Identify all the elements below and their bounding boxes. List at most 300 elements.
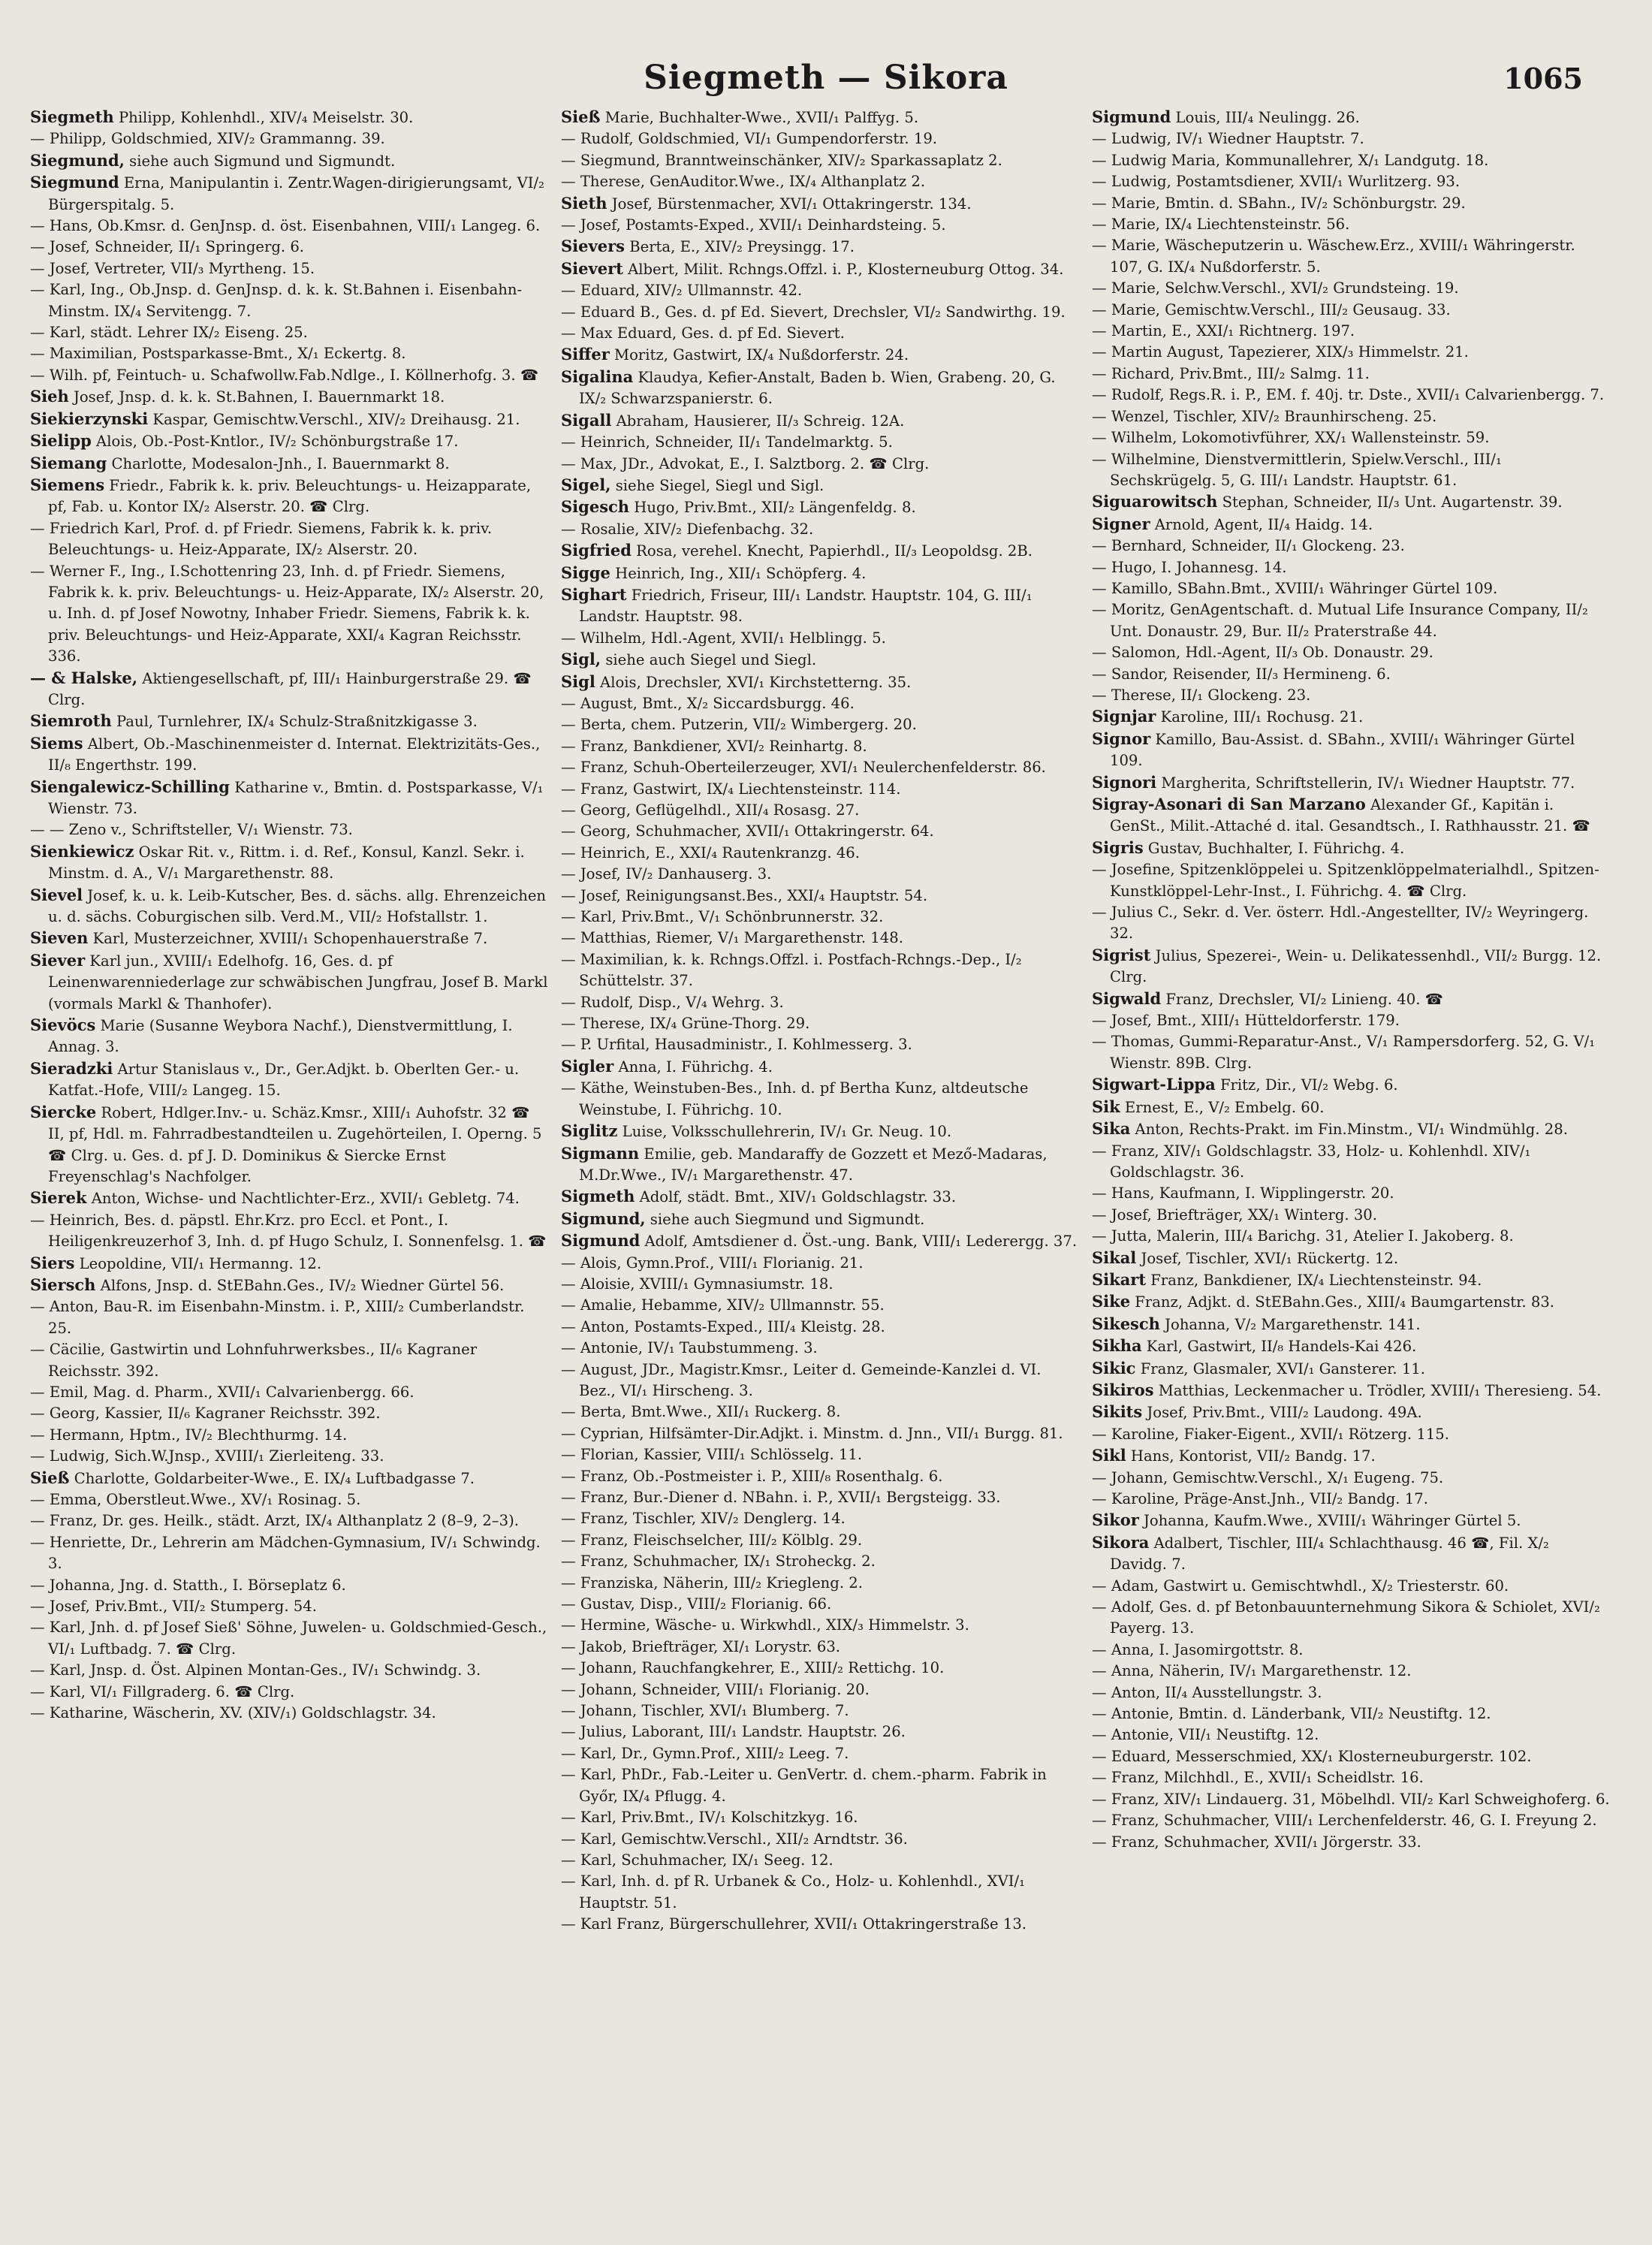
entry-details: — Franz, Milchhdl., E., XVII/₁ Scheidlstr. 16. — [1092, 1769, 1424, 1787]
entry-details: — Franz, Schuhmacher, XVII/₁ Jörgerstr. 33. — [1092, 1833, 1421, 1851]
entry-details: — Therese, IX/₄ Grüne-Thorg. 29. — [561, 1015, 810, 1033]
entry-surname: — & Halske, — [30, 668, 138, 687]
entry-details: — Kamillo, SBahn.Bmt., XVIII/₁ Währinger Gürtel 109. — [1092, 579, 1498, 597]
directory-entry — [561, 843, 1079, 864]
directory-entry — [1092, 300, 1610, 321]
entry-details: — Martin, E., XXI/₁ Richtnerg. 197. — [1092, 322, 1355, 340]
directory-entry — [561, 236, 1079, 258]
entry-details: Marie (Susanne Weybora Nachf.), Dienstvermittlung, I. Annag. 3. — [48, 1017, 513, 1056]
directory-entry — [561, 1143, 1079, 1187]
entry-details: Rosa, verehel. Knecht, Papierhdl., II/₃ Leopoldsg. 2B. — [631, 542, 1032, 560]
entry-details: Franz, Glasmaler, XVI/₁ Gansterer. 11. — [1135, 1359, 1425, 1377]
directory-entry — [30, 1703, 548, 1724]
entry-details: — Florian, Kassier, VIII/₁ Schlösselg. 11. — [561, 1446, 863, 1464]
directory-entry — [1092, 1358, 1610, 1380]
directory-entry — [1092, 1380, 1610, 1402]
entry-details: — Josef, Schneider, II/₁ Springerg. 6. — [30, 238, 305, 256]
directory-entry — [561, 1466, 1079, 1487]
directory-entry — [561, 800, 1079, 821]
directory-entry — [30, 1253, 548, 1275]
entry-surname: Sigesch — [561, 497, 630, 517]
directory-entry — [561, 693, 1079, 714]
directory-entry — [1092, 1640, 1610, 1661]
entry-details: — Hugo, I. Johannesg. 14. — [1092, 558, 1287, 576]
directory-entry — [561, 1743, 1079, 1764]
page-header — [0, 59, 1652, 104]
directory-entry — [1092, 557, 1610, 578]
entry-details: — Wilhelm, Hdl.-Agent, XVII/₁ Helblingg. 5. — [561, 629, 886, 647]
entry-details: — Marie, Selchw.Verschl., XVI/₂ Grundsteing. 19. — [1092, 279, 1459, 297]
entry-details: Moritz, Gastwirt, IX/₄ Nußdorferstr. 24. — [609, 346, 909, 364]
entry-details: — Gustav, Disp., VIII/₂ Florianig. 66. — [561, 1595, 832, 1613]
directory-entry — [30, 386, 548, 408]
directory-entry — [561, 128, 1079, 149]
entry-details: — Johann, Gemischtw.Verschl., X/₁ Eugeng. 75. — [1092, 1468, 1444, 1486]
directory-entry — [1092, 385, 1610, 406]
entry-details: Kamillo, Bau-Assist. d. SBahn., XVIII/₁ Währinger Gürtel 109. — [1110, 730, 1575, 770]
directory-entry — [1092, 1269, 1610, 1291]
directory-entry — [561, 821, 1079, 842]
entry-surname: Siers — [30, 1253, 75, 1272]
entry-details: Adolf, Amtsdiener d. Öst.-ung. Bank, VIII/₁ Lederergg. 37. — [640, 1233, 1078, 1251]
entry-details: Matthias, Leckenmacher u. Trödler, XVIII/₁ Theresieng. 54. — [1153, 1381, 1602, 1399]
entry-details: — P. Urfital, Hausadministr., I. Kohlmesserg. 3. — [561, 1036, 912, 1054]
entry-details: — Heinrich, E., XXI/₄ Rautenkranzg. 46. — [561, 843, 860, 861]
entry-surname: Sigl — [561, 671, 595, 691]
entry-details: — Berta, chem. Putzerin, VII/₂ Wimbergerg. 20. — [561, 716, 917, 734]
entry-surname: Signor — [1092, 729, 1151, 748]
directory-entry — [30, 1382, 548, 1403]
directory-entry — [1092, 1424, 1610, 1445]
entry-details: Alexander Gf., Kapitän i. GenSt., Milit.-Attaché d. ital. Gesandtsch., I. Rathhausstr. 21. ☎ — [1110, 796, 1590, 835]
entry-surname: Sikits — [1092, 1402, 1143, 1422]
entry-details: — Therese, GenAuditor.Wwe., IX/₄ Althanplatz 2. — [561, 173, 926, 191]
directory-entry — [1092, 214, 1610, 235]
entry-details: Louis, III/₄ Neulingg. 26. — [1171, 109, 1360, 126]
entry-details: — Hans, Ob.Kmsr. d. GenJnsp. d. öst. Eisenbahnen, VIII/₁ Langeg. 6. — [30, 217, 541, 235]
entry-surname: Sik — [1092, 1097, 1120, 1116]
entry-details: — Karl, städt. Lehrer IX/₂ Eiseng. 25. — [30, 324, 308, 342]
directory-entry — [1092, 859, 1610, 902]
directory-entry — [561, 1508, 1079, 1529]
directory-entry — [1092, 1767, 1610, 1788]
entry-surname: Siengalewicz-Schilling — [30, 777, 230, 796]
directory-entry — [1092, 988, 1610, 1010]
directory-entry — [1092, 1183, 1610, 1204]
directory-entry — [561, 193, 1079, 215]
entry-details: Alfons, Jnsp. d. StEBahn.Ges., IV/₂ Wiedner Gürtel 56. — [95, 1276, 505, 1294]
entry-details: — Julius, Laborant, III/₁ Landstr. Hauptstr. 26. — [561, 1723, 906, 1741]
entry-details: siehe auch Siegel und Siegl. — [601, 651, 817, 669]
directory-entry — [561, 496, 1079, 518]
directory-entry — [1092, 706, 1610, 728]
entry-details: — Franz, Dr. ges. Heilk., städt. Arzt, IX/₄ Althanplatz 2 (8–9, 2–3). — [30, 1512, 519, 1530]
entry-details: Artur Stanislaus v., Dr., Ger.Adjkt. b. Oberlten Ger.- u. Katfat.-Hofe, VIII/₂ Langeg. 15. — [48, 1060, 520, 1100]
entry-details: Albert, Ob.-Maschinenmeister d. Internat. Elektrizitäts-Ges., II/₈ Engerthstr. 199. — [48, 735, 541, 774]
entry-surname: Sikal — [1092, 1248, 1137, 1267]
directory-entry — [561, 323, 1079, 344]
entry-surname: Sikic — [1092, 1358, 1136, 1377]
entry-details: — Sandor, Reisender, II/₃ Hermineng. 6. — [1092, 665, 1391, 683]
directory-entry — [1092, 1510, 1610, 1531]
entry-details: — Franz, Schuhmacher, IX/₁ Stroheckg. 2. — [561, 1552, 876, 1571]
directory-entry — [1092, 664, 1610, 685]
directory-entry — [561, 1444, 1079, 1465]
directory-entry — [30, 1575, 548, 1596]
entry-surname: Sigris — [1092, 837, 1144, 857]
entry-surname: Sigalina — [561, 367, 634, 386]
entry-details: Franz, Drechsler, VI/₂ Linieng. 40. ☎ — [1161, 990, 1444, 1008]
entry-surname: Sigwald — [1092, 988, 1162, 1008]
directory-entry — [561, 1274, 1079, 1295]
entry-details: — Wenzel, Tischler, XIV/₂ Braunhirscheng. 25. — [1092, 407, 1437, 425]
entry-details: — Adolf, Ges. d. pf Betonbauunternehmung Sikora & Schiolet, XVI/₂ Payerg. 13. — [1092, 1598, 1600, 1637]
directory-entry — [1092, 837, 1610, 859]
directory-entry — [561, 1338, 1079, 1359]
entry-details: — Thomas, Gummi-Reparatur-Anst., V/₁ Rampersdorferg. 52, G. V/₁ Wienstr. 89B. Clrg. — [1092, 1033, 1596, 1072]
directory-entry — [30, 343, 548, 364]
entry-surname: Sigmund, — [561, 1208, 646, 1228]
column-1 — [30, 107, 548, 2217]
entry-details: — Ludwig Maria, Kommunallehrer, X/₁ Landgutg. 18. — [1092, 151, 1489, 169]
directory-entry — [30, 1210, 548, 1253]
directory-entry — [561, 1230, 1079, 1252]
directory-entry — [561, 258, 1079, 280]
entry-details: Abraham, Hausierer, II/₃ Schreig. 12A. — [611, 412, 905, 430]
entry-surname: Siegmund — [30, 173, 119, 192]
directory-entry — [1092, 1205, 1610, 1226]
entry-details: — Maximilian, k. k. Rchngs.Offzl. i. Postfach-Rchngs.-Dep., I/₂ Schüttelstr. 37. — [561, 950, 1022, 990]
entry-details: Alois, Drechsler, XVI/₁ Kirchstetterng. 35. — [595, 673, 912, 691]
directory-entry — [1092, 128, 1610, 149]
entry-surname: Sigler — [561, 1056, 614, 1076]
directory-entry — [1092, 794, 1610, 837]
entry-details: Friedrich, Friseur, III/₁ Landstr. Hauptstr. 104, G. III/₁ Landstr. Hauptstr. 98. — [579, 586, 1032, 626]
directory-entry — [561, 992, 1079, 1013]
entry-details: — Ludwig, IV/₁ Wiedner Hauptstr. 7. — [1092, 130, 1364, 148]
directory-entry — [30, 475, 548, 518]
entry-details: — Cäcilie, Gastwirtin und Lohnfuhrwerksbes., II/₆ Kagraner Reichsstr. 392. — [30, 1341, 478, 1380]
entry-details: — Karl, Priv.Bmt., IV/₁ Kolschitzkyg. 16. — [561, 1809, 858, 1827]
directory-entry — [1092, 1597, 1610, 1640]
directory-entry — [1092, 364, 1610, 385]
directory-entry — [1092, 772, 1610, 794]
entry-surname: Sigfried — [561, 541, 632, 560]
entry-details: Karl, Musterzeichner, XVIII/₁ Schopenhauerstraße 7. — [88, 930, 488, 948]
entry-details: — Adam, Gastwirt u. Gemischtwhdl., X/₂ Triesterstr. 60. — [1092, 1577, 1509, 1595]
directory-entry — [561, 1317, 1079, 1338]
directory-entry — [30, 150, 548, 172]
entry-surname: Sigwart-Lippa — [1092, 1075, 1216, 1094]
entry-details: — Franz, Tischler, XIV/₂ Denglerg. 14. — [561, 1510, 846, 1528]
directory-entry — [1092, 171, 1610, 192]
entry-details: — Johann, Tischler, XVI/₁ Blumberg. 7. — [561, 1702, 849, 1720]
entry-details: — Franz, Bankdiener, XVI/₂ Reinhartg. 8. — [561, 737, 867, 755]
directory-entry — [30, 365, 548, 386]
entry-details: Anna, I. Führichg. 4. — [613, 1058, 773, 1076]
entry-details: — Siegmund, Branntweinschänker, XIV/₂ Sparkassaplatz 2. — [561, 151, 1002, 169]
entry-details: — Antonie, Bmtin. d. Länderbank, VII/₂ Neustiftg. 12. — [1092, 1705, 1491, 1723]
entry-details: — Marie, IX/₄ Liechtensteinstr. 56. — [1092, 216, 1350, 234]
entry-details: Josef, k. u. k. Leib-Kutscher, Bes. d. sächs. allg. Ehrenzeichen u. d. sächs. Coburgischen silb. Verd.M., VII/₂ Hofstallstr. 1. — [48, 886, 547, 926]
directory-entry — [30, 950, 548, 1015]
entry-details: — Karl, Dr., Gymn.Prof., XIII/₂ Leeg. 7. — [561, 1744, 849, 1762]
directory-entry — [1092, 1291, 1610, 1313]
directory-entry — [561, 1679, 1079, 1700]
directory-entry — [561, 302, 1079, 323]
directory-entry — [1092, 578, 1610, 599]
entry-details: Anton, Wichse- und Nachtlichter-Erz., XVII/₁ Gebletg. 74. — [86, 1190, 520, 1208]
directory-entry — [30, 1102, 548, 1188]
entry-details: Karl jun., XVIII/₁ Edelhofg. 16, Ges. d. pf Leinenwarenniederlage zur schwäbischen Jungfrau, Josef B. Markl (vormals Markl & Thanhofer). — [48, 952, 548, 1012]
directory-entry — [30, 430, 548, 452]
entry-details: — Eduard, Messerschmied, XX/₁ Klosterneuburgerstr. 102. — [1092, 1747, 1532, 1765]
directory-entry — [1092, 1489, 1610, 1510]
directory-entry — [1092, 1532, 1610, 1576]
entry-surname: Sievert — [561, 258, 623, 278]
entry-details: — Anton, Postamts-Exped., III/₄ Kleistg. 28. — [561, 1317, 885, 1335]
entry-surname: Siercke — [30, 1102, 97, 1121]
entry-details: — Karl, VI/₁ Fillgraderg. 6. ☎ Clrg. — [30, 1682, 295, 1700]
directory-entry — [1092, 235, 1610, 278]
directory-entry — [561, 886, 1079, 907]
entry-surname: Siemroth — [30, 711, 112, 731]
directory-entry — [30, 1617, 548, 1660]
entry-details: Paul, Turnlehrer, IX/₄ Schulz-Straßnitzkigasse 3. — [111, 713, 478, 731]
directory-entry — [30, 172, 548, 216]
entry-details: Fritz, Dir., VI/₂ Webg. 6. — [1215, 1076, 1398, 1094]
entry-details: — Käthe, Weinstuben-Bes., Inh. d. pf Bertha Kunz, altdeutsche Weinstube, I. Führichg. 10. — [561, 1079, 1029, 1118]
directory-columns — [30, 107, 1622, 2217]
directory-entry — [30, 1489, 548, 1510]
entry-details: — Josef, Briefträger, XX/₁ Winterg. 30. — [1092, 1205, 1378, 1224]
entry-details: — — Zeno v., Schriftsteller, V/₁ Wienstr. 73. — [30, 821, 353, 839]
directory-entry — [1092, 1445, 1610, 1467]
directory-entry — [30, 453, 548, 475]
directory-entry — [1092, 1010, 1610, 1031]
entry-surname: Sigmund — [561, 1231, 641, 1251]
entry-details: Karoline, III/₁ Rochusg. 21. — [1156, 708, 1364, 726]
directory-entry — [1092, 1031, 1610, 1074]
directory-entry — [561, 649, 1079, 671]
entry-details: — Wilhelm, Lokomotivführer, XX/₁ Wallensteinstr. 59. — [1092, 429, 1490, 447]
directory-entry — [1092, 1248, 1610, 1269]
directory-entry — [561, 171, 1079, 192]
directory-entry — [561, 1700, 1079, 1721]
entry-details: — Karl, Inh. d. pf R. Urbanek & Co., Holz- u. Kohlenhdl., XVI/₁ Hauptstr. 51. — [561, 1872, 1025, 1912]
directory-entry — [561, 1295, 1079, 1316]
entry-details: — Maximilian, Postsparkasse-Bmt., X/₁ Eckertg. 8. — [30, 345, 406, 363]
directory-entry — [561, 1423, 1079, 1444]
directory-entry — [1092, 1314, 1610, 1335]
entry-details: — Antonie, IV/₁ Taubstummeng. 3. — [561, 1339, 818, 1357]
entry-details: Charlotte, Goldarbeiter-Wwe., E. IX/₄ Luftbadgasse 7. — [69, 1469, 475, 1487]
entry-details: Berta, E., XIV/₂ Preysingg. 17. — [624, 238, 855, 256]
entry-details: Robert, Hdlger.Inv.- u. Schäz.Kmsr., XIII/₁ Auhofstr. 32 ☎ II, pf, Hdl. m. Fahrradbestandteilen u. Zugehörteilen, I. Operng. 5 ☎ Clrg. u. Ges. d. pf J. D. Dominikus & Siercke Ernst Freyenschlag's Nachfolger. — [48, 1103, 542, 1185]
directory-entry — [1092, 1468, 1610, 1489]
entry-surname: Siguarowitsch — [1092, 492, 1218, 511]
entry-surname: Sigmann — [561, 1143, 640, 1163]
entry-details: — Antonie, VII/₁ Neustiftg. 12. — [1092, 1726, 1319, 1744]
entry-surname: Sikha — [1092, 1336, 1142, 1356]
directory-entry — [1092, 193, 1610, 214]
entry-details: Anton, Rechts-Prakt. im Fin.Minstm., VI/₁ Windmühlg. 28. — [1130, 1121, 1568, 1139]
entry-details: Stephan, Schneider, II/₃ Unt. Augartenstr. 39. — [1217, 493, 1563, 511]
directory-entry — [561, 671, 1079, 693]
directory-entry — [561, 1871, 1079, 1914]
entry-details: — Karl, Jnsp. d. Öst. Alpinen Montan-Ges., IV/₁ Schwindg. 3. — [30, 1661, 481, 1679]
directory-entry — [561, 907, 1079, 928]
entry-surname: Siffer — [561, 345, 610, 364]
entry-details: Arnold, Agent, II/₄ Haidg. 14. — [1150, 515, 1373, 533]
entry-details: — Rudolf, Regs.R. i. P., EM. f. 40j. tr. Dste., XVII/₁ Calvarienbergg. 7. — [1092, 386, 1605, 404]
entry-surname: Sikart — [1092, 1269, 1147, 1289]
entry-details: Ernest, E., V/₂ Embelg. 60. — [1120, 1098, 1325, 1116]
entry-surname: Sienkiewicz — [30, 841, 134, 861]
entry-details: — Martin August, Tapezierer, XIX/₃ Himmelstr. 21. — [1092, 343, 1469, 361]
directory-entry — [1092, 1832, 1610, 1853]
directory-entry — [30, 711, 548, 732]
entry-details: — Hermann, Hptm., IV/₂ Blechthurmg. 14. — [30, 1426, 348, 1444]
entry-details: Josef, Tischler, XVI/₁ Rückertg. 12. — [1136, 1249, 1399, 1267]
directory-entry — [30, 928, 548, 949]
directory-entry — [561, 1829, 1079, 1850]
entry-details: Gustav, Buchhalter, I. Führichg. 4. — [1143, 839, 1405, 857]
directory-entry — [30, 258, 548, 279]
directory-entry — [1092, 945, 1610, 988]
entry-surname: Siemens — [30, 475, 105, 494]
entry-details: Philipp, Kohlenhdl., XIV/₄ Meiselstr. 30. — [113, 109, 414, 126]
entry-details: — Franz, XIV/₁ Goldschlagstr. 33, Holz- u. Kohlenhdl. XIV/₁ Goldschlagstr. 36. — [1092, 1142, 1531, 1181]
entry-details: — Wilhelmine, Dienstvermittlerin, Spielw.Verschl., III/₁ Sechskrügelg. 5, G. III/₁ Landstr. Hauptstr. 61. — [1092, 450, 1502, 489]
entry-details: — Emma, Oberstleut.Wwe., XV/₁ Rosinag. 5. — [30, 1491, 361, 1508]
entry-surname: Sievöcs — [30, 1015, 96, 1035]
entry-details: siehe auch Sigmund und Sigmundt. — [124, 152, 396, 170]
entry-details: — Johann, Schneider, VIII/₁ Florianig. 20. — [561, 1680, 870, 1698]
directory-entry — [30, 1296, 548, 1339]
entry-surname: Sieven — [30, 928, 89, 948]
directory-entry — [30, 279, 548, 322]
entry-details: Johanna, V/₂ Margarethenstr. 141. — [1159, 1315, 1421, 1333]
directory-entry — [1092, 1661, 1610, 1682]
directory-entry — [1092, 685, 1610, 706]
entry-surname: Sigge — [561, 563, 610, 582]
directory-entry — [1092, 427, 1610, 448]
entry-surname: Siglitz — [561, 1121, 618, 1141]
directory-entry — [30, 841, 548, 885]
directory-entry — [1092, 1810, 1610, 1831]
entry-details: Charlotte, Modesalon-Jnh., I. Bauernmarkt 8. — [107, 454, 450, 472]
page-title: Siegmeth — Sikora — [644, 59, 1008, 97]
entry-details: Katharine v., Bmtin. d. Postsparkasse, V/₁ Wienstr. 73. — [48, 778, 544, 817]
directory-entry — [561, 584, 1079, 628]
directory-entry — [1092, 1682, 1610, 1703]
entry-surname: Sigrist — [1092, 945, 1151, 964]
directory-entry — [1092, 642, 1610, 663]
entry-details: — Josef, Reinigungsanst.Bes., XXI/₄ Hauptstr. 54. — [561, 886, 928, 904]
entry-details: — Wilh. pf, Feintuch- u. Schafwollw.Fab.Ndlge., I. Köllnerhofg. 3. ☎ — [30, 366, 539, 384]
directory-entry — [561, 1658, 1079, 1679]
column-3 — [1092, 107, 1610, 2217]
entry-details: — Karl, Priv.Bmt., V/₁ Schönbrunnerstr. 32. — [561, 908, 884, 926]
entry-details: — Karl, Jnh. d. pf Josef Sieß' Söhne, Juwelen- u. Goldschmied-Gesch., VI/₁ Luftbadg. 7. ☎ Clrg. — [30, 1619, 547, 1658]
entry-details: — Josef, Priv.Bmt., VII/₂ Stumperg. 54. — [30, 1598, 317, 1616]
directory-entry — [561, 1573, 1079, 1594]
entry-details: — Josef, Vertreter, VII/₃ Myrtheng. 15. — [30, 259, 315, 277]
entry-details: — Karl, Gemischtw.Verschl., XII/₂ Arndtstr. 36. — [561, 1830, 908, 1848]
directory-entry — [30, 1468, 548, 1489]
entry-details: — Marie, Wäscheputzerin u. Wäschew.Erz., XVIII/₁ Währingerstr. 107, G. IX/₄ Nußdorferstr. 5. — [1092, 237, 1575, 276]
directory-entry — [561, 150, 1079, 171]
directory-entry — [1092, 1097, 1610, 1118]
entry-surname: Sigray-Asonari di San Marzano — [1092, 795, 1366, 813]
directory-entry — [30, 409, 548, 430]
entry-details: — Jakob, Briefträger, XI/₁ Lorystr. 63. — [561, 1637, 841, 1655]
entry-details: — Rudolf, Disp., V/₄ Wehrg. 3. — [561, 993, 784, 1011]
entry-details: — Karoline, Präge-Anst.Jnh., VII/₂ Bandg. 17. — [1092, 1490, 1428, 1507]
directory-entry — [561, 1121, 1079, 1142]
entry-surname: Siegmeth — [30, 107, 114, 126]
entry-details: Albert, Milit. Rchngs.Offzl. i. P., Klosterneuburg Ottog. 34. — [623, 260, 1064, 278]
directory-entry — [1092, 536, 1610, 557]
entry-surname: Sikora — [1092, 1532, 1150, 1552]
column-2 — [561, 107, 1079, 2217]
entry-details: Margherita, Schriftstellerin, IV/₁ Wiedner Hauptstr. 77. — [1156, 774, 1575, 792]
directory-entry — [1092, 1724, 1610, 1746]
directory-entry — [561, 1914, 1079, 1935]
directory-entry — [561, 1013, 1079, 1034]
directory-entry — [561, 107, 1079, 128]
entry-details: — Karl, Ing., Ob.Jnsp. d. GenJnsp. d. k. k. St.Bahnen i. Eisenbahn-Minstm. IX/₄ Servitengg. 7. — [30, 281, 523, 320]
entry-details: Josef, Jnsp. d. k. k. St.Bahnen, I. Bauernmarkt 18. — [68, 388, 445, 406]
directory-entry — [561, 367, 1079, 410]
entry-details: Franz, Bankdiener, IX/₄ Liechtensteinstr. 94. — [1146, 1271, 1482, 1289]
directory-entry — [561, 1807, 1079, 1828]
entry-details: — Heinrich, Bes. d. päpstl. Ehr.Krz. pro Eccl. et Pont., I. Heiligenkreuzerhof 3, Inh. d. pf Hugo Schulz, I. Sonnenfelsg. 1. ☎ — [30, 1211, 547, 1251]
directory-entry — [30, 668, 548, 711]
directory-entry — [1092, 599, 1610, 642]
directory-entry — [1092, 1141, 1610, 1184]
entry-details: — Franziska, Näherin, III/₂ Kriegleng. 2. — [561, 1574, 863, 1592]
entry-details: — Max Eduard, Ges. d. pf Ed. Sievert. — [561, 324, 845, 342]
entry-details: — Franz, Ob.-Postmeister i. P., XIII/₈ Rosenthalg. 6. — [561, 1467, 943, 1485]
entry-details: — Johanna, Jng. d. Statth., I. Börseplatz 6. — [30, 1576, 346, 1594]
directory-entry — [1092, 729, 1610, 772]
entry-details: — Josef, IV/₂ Danhauserg. 3. — [561, 865, 772, 883]
entry-details: Adalbert, Tischler, III/₄ Schlachthausg. 46 ☎, Fil. X/₂ Davidg. 7. — [1110, 1534, 1549, 1574]
entry-details: — Franz, XIV/₁ Lindauerg. 31, Möbelhdl. VII/₂ Karl Schweighoferg. 6. — [1092, 1790, 1610, 1808]
entry-surname: Sikor — [1092, 1510, 1139, 1530]
directory-entry — [30, 1660, 548, 1681]
entry-surname: Sierek — [30, 1188, 87, 1208]
entry-details: — Werner F., Ing., I.Schottenring 23, Inh. d. pf Friedr. Siemens, Fabrik k. k. priv. Beleuchtungs- u. Heiz-Apparate, IX/₂ Alserstr. 20, u. Inh. d. pf Josef Nowotny, Inhaber Friedr. Siemens, Fabrik k. k. priv. Beleuchtungs- und Heiz-Apparate, XXI/₄ Kagran Reichsstr. 336. — [30, 562, 544, 665]
directory-entry — [561, 1208, 1079, 1230]
entry-details: Erna, Manipulantin i. Zentr.Wagen-dirigierungsamt, VI/₂ Bürgerspitalg. 5. — [48, 174, 544, 213]
entry-details: — Amalie, Hebamme, XIV/₂ Ullmannstr. 55. — [561, 1296, 885, 1314]
directory-entry — [30, 1510, 548, 1531]
entry-details: — Georg, Schuhmacher, XVII/₁ Ottakringerstr. 64. — [561, 822, 934, 840]
directory-entry — [561, 475, 1079, 496]
entry-details: — August, Bmt., X/₂ Siccardsburgg. 46. — [561, 694, 855, 712]
entry-surname: Siekierzynski — [30, 409, 149, 428]
entry-details: — Rosalie, XIV/₂ Diefenbachg. 32. — [561, 520, 814, 538]
entry-details: — Eduard B., Ges. d. pf Ed. Sievert, Drechsler, VI/₂ Sandwirthg. 19. — [561, 303, 1066, 321]
directory-entry — [561, 280, 1079, 301]
entry-details: Josef, Priv.Bmt., VIII/₂ Laudong. 49A. — [1142, 1404, 1422, 1422]
directory-entry — [561, 1487, 1079, 1508]
entry-details: — Josef, Postamts-Exped., XVII/₁ Deinhardsteing. 5. — [561, 216, 946, 234]
entry-details: — Therese, II/₁ Glockeng. 23. — [1092, 686, 1311, 704]
